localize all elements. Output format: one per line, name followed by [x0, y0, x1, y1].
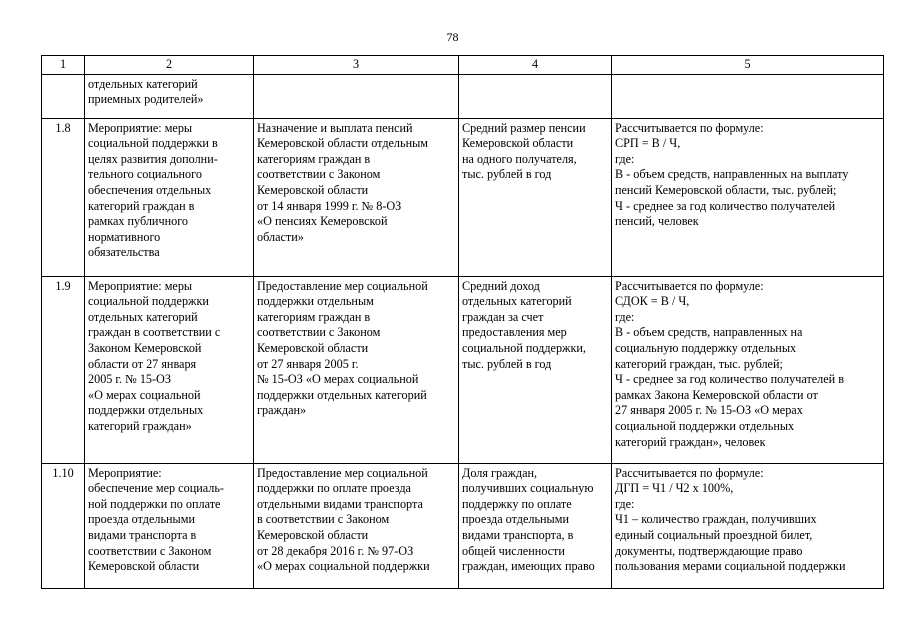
cell-text-line: области»	[257, 229, 304, 244]
cell-text-line: ДГП = Ч1 / Ч2 х 100%,	[615, 481, 734, 496]
event-cell	[85, 74, 254, 118]
header-row	[42, 56, 884, 75]
column-header: 4	[459, 56, 612, 75]
cell-text-line: поддержки по оплате проезда	[257, 481, 411, 496]
cell-text-line: нормативного	[88, 229, 161, 244]
event-cell	[85, 463, 254, 588]
row-number-cell: 1.8	[42, 118, 85, 276]
cell-text-line: отдельных категорий	[462, 294, 572, 309]
column-header: 5	[612, 56, 884, 75]
table-body	[42, 56, 884, 589]
cell-text-line: категорий граждан»	[88, 418, 192, 433]
cell-text-line: категориям граждан в	[257, 151, 371, 166]
cell-text-line: Предоставление мер социальной	[257, 465, 428, 480]
cell-text-line: обеспечения отдельных	[88, 182, 212, 197]
cell-text-line: Кемеровской области	[257, 527, 369, 542]
cell-text-line: рамках Закона Кемеровской области от	[615, 387, 818, 402]
cell-text-line: граждан»	[257, 403, 307, 418]
column-header: 2	[85, 56, 254, 75]
formula-cell	[612, 74, 884, 118]
row-number-cell: 1.9	[42, 276, 85, 463]
cell-text-line: категориям граждан в	[257, 309, 371, 324]
cell-text-line: Рассчитывается по формуле:	[615, 120, 764, 135]
cell-text-line: граждан, имеющих право	[462, 559, 595, 574]
cell-text-line: единый социальный проездной билет,	[615, 527, 813, 542]
cell-text-line: Ч - среднее за год количество получателей	[615, 198, 836, 213]
cell-text-line: Мероприятие: меры	[88, 120, 193, 135]
cell-text-line: Рассчитывается по формуле:	[615, 465, 764, 480]
cell-text-line: видами транспорта в	[88, 527, 197, 542]
cell-text-line: целях развития дополни-	[88, 151, 218, 166]
cell-text-line: Средний доход	[462, 278, 540, 293]
cell-text-line: от 27 января 2005 г.	[257, 356, 359, 371]
cell-text-line: поддержки отдельных	[88, 403, 204, 418]
cell-text-line: «О мерах социальной поддержки	[257, 559, 430, 574]
cell-text-line: предоставления мер	[462, 325, 567, 340]
description-cell	[254, 276, 459, 463]
cell-text-line: получивших социальную	[462, 481, 594, 496]
cell-text-line: СРП = В / Ч,	[615, 136, 681, 151]
cell-text-line: Доля граждан,	[462, 465, 538, 480]
cell-text-line: Мероприятие: меры	[88, 278, 193, 293]
cell-text-line: тельного социального	[88, 167, 202, 182]
cell-text-line: общей численности	[462, 543, 565, 558]
cell-text-line: социальной поддержки в	[88, 136, 218, 151]
cell-text-line: Кемеровской области	[257, 182, 369, 197]
cell-text-line: Средний размер пенсии	[462, 120, 586, 135]
cell-text-line: В - объем средств, направленных на	[615, 325, 803, 340]
cell-text-line: пенсий, человек	[615, 214, 699, 229]
cell-text-line: где:	[615, 309, 635, 324]
cell-text-line: Законом Кемеровской	[88, 340, 202, 355]
cell-text-line: области от 27 января	[88, 356, 197, 371]
cell-text-line: поддержку по оплате	[462, 496, 572, 511]
cell-text-line: Мероприятие:	[88, 465, 162, 480]
table-row	[42, 463, 884, 588]
description-cell	[254, 463, 459, 588]
cell-text-line: № 15-ОЗ «О мерах социальной	[257, 372, 419, 387]
indicators-table	[41, 55, 884, 589]
cell-text-line: социальную поддержку отдельных	[615, 340, 797, 355]
cell-text-line: Кемеровской области	[462, 136, 574, 151]
cell-text-line: граждан за счет	[462, 309, 544, 324]
cell-text-line: на одного получателя,	[462, 151, 577, 166]
cell-text-line: тыс. рублей в год	[462, 356, 552, 371]
cell-text-line: от 28 декабря 2016 г. № 97-ОЗ	[257, 543, 414, 558]
cell-text-line: пенсий Кемеровской области, тыс. рублей;	[615, 182, 837, 197]
cell-text-line: Кемеровской области	[88, 559, 200, 574]
cell-text-line: тыс. рублей в год	[462, 167, 552, 182]
cell-text-line: Ч - среднее за год количество получателей в	[615, 372, 845, 387]
cell-text-line: «О мерах социальной	[88, 387, 201, 402]
cell-text-line: Предоставление мер социальной	[257, 278, 428, 293]
cell-text-line: отдельных категорий	[88, 76, 198, 91]
formula-cell	[612, 463, 884, 588]
cell-text-line: В - объем средств, направленных на выплату	[615, 167, 849, 182]
cell-text-line: социальной поддержки отдельных	[615, 418, 795, 433]
cell-text-line: соответствии с Законом	[257, 167, 381, 182]
cell-text-line: пользования мерами социальной поддержки	[615, 559, 846, 574]
description-cell	[254, 74, 459, 118]
indicator-cell	[459, 74, 612, 118]
cell-text-line: поддержки отдельных категорий	[257, 387, 427, 402]
cell-text-line: граждан в соответствии с	[88, 325, 221, 340]
cell-text-line: категорий граждан, тыс. рублей;	[615, 356, 783, 371]
table-row	[42, 276, 884, 463]
cell-text-line: категорий граждан», человек	[615, 434, 766, 449]
cell-text-line: приемных родителей»	[88, 92, 204, 107]
indicator-cell	[459, 118, 612, 276]
cell-text-line: проезда отдельными	[88, 512, 195, 527]
event-cell	[85, 118, 254, 276]
event-cell	[85, 276, 254, 463]
cell-text-line: СДОК = В / Ч,	[615, 294, 690, 309]
cell-text-line: Рассчитывается по формуле:	[615, 278, 764, 293]
cell-text-line: Назначение и выплата пенсий	[257, 120, 413, 135]
formula-cell	[612, 118, 884, 276]
cell-text-line: 27 января 2005 г. № 15-ОЗ «О мерах	[615, 403, 803, 418]
cell-text-line: поддержки отдельным	[257, 294, 374, 309]
cell-text-line: социальной поддержки,	[462, 340, 586, 355]
row-number-cell	[42, 74, 85, 118]
cell-text-line: обязательства	[88, 245, 160, 260]
cell-text-line: социальной поддержки	[88, 294, 209, 309]
cell-text-line: Кемеровской области	[257, 340, 369, 355]
cell-text-line: соответствии с Законом	[257, 325, 381, 340]
cell-text-line: Кемеровской области отдельным	[257, 136, 428, 151]
cell-text-line: ной поддержки по оплате	[88, 496, 221, 511]
cell-text-line: Ч1 – количество граждан, получивших	[615, 512, 817, 527]
indicator-cell	[459, 276, 612, 463]
cell-text-line: документы, подтверждающие право	[615, 543, 803, 558]
cell-text-line: где:	[615, 496, 635, 511]
cell-text-line: соответствии с Законом	[88, 543, 212, 558]
column-header: 1	[42, 56, 85, 75]
indicator-cell	[459, 463, 612, 588]
cell-text-line: рамках публичного	[88, 214, 188, 229]
cell-text-line: проезда отдельными	[462, 512, 569, 527]
cell-text-line: отдельными видами транспорта	[257, 496, 423, 511]
column-header: 3	[254, 56, 459, 75]
description-cell	[254, 118, 459, 276]
formula-cell	[612, 276, 884, 463]
cell-text-line: отдельных категорий	[88, 309, 198, 324]
cell-text-line: где:	[615, 151, 635, 166]
cell-text-line: обеспечение мер социаль-	[88, 481, 224, 496]
cell-text-line: категорий граждан в	[88, 198, 195, 213]
cell-text-line: от 14 января 1999 г. № 8-ОЗ	[257, 198, 402, 213]
cell-text-line: в соответствии с Законом	[257, 512, 390, 527]
cell-text-line: 2005 г. № 15-ОЗ	[88, 372, 171, 387]
cell-text-line: «О пенсиях Кемеровской	[257, 214, 388, 229]
table-row	[42, 74, 884, 118]
table-row	[42, 118, 884, 276]
row-number-cell: 1.10	[42, 463, 85, 588]
page-number: 78	[446, 30, 459, 44]
cell-text-line: видами транспорта, в	[462, 527, 574, 542]
